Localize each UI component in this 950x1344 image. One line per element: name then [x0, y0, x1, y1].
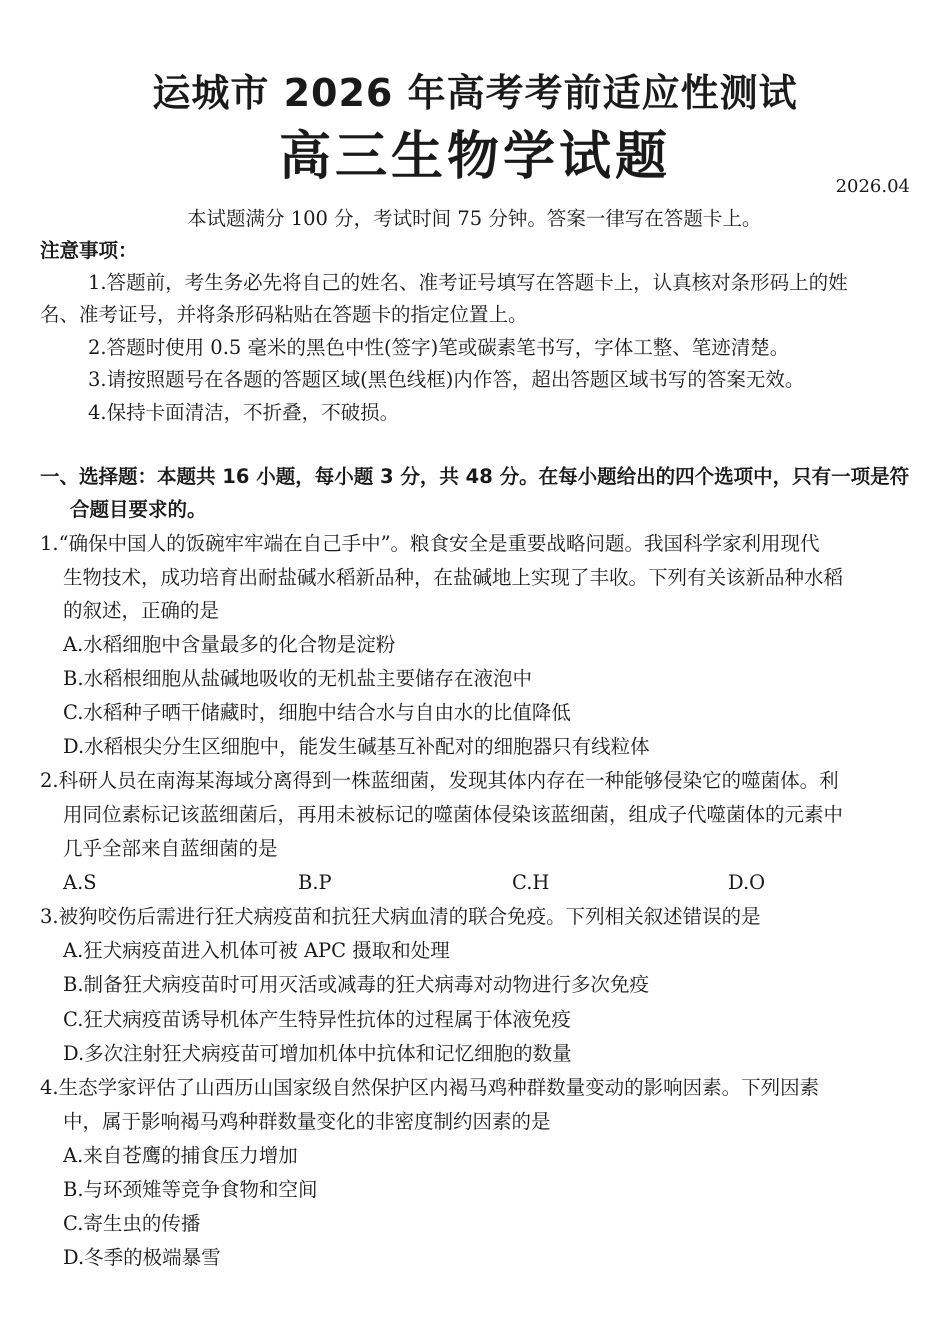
exam-intro: 本试题满分 100 分，考试时间 75 分钟。答案一律写在答题卡上。	[187, 207, 762, 230]
section-heading: 一、选择题：本题共 16 小题，每小题 3 分，共 48 分。在每小题给出的四个选项中，只有一项是符	[40, 465, 910, 488]
question-1-option-d: D.水稻根尖分生区细胞中，能发生碱基互补配对的细胞器只有线粒体	[63, 735, 650, 758]
question-2-option-b: B.P	[298, 871, 332, 894]
question-2-option-d: D.O	[728, 871, 766, 894]
question-1-option-c: C.水稻种子晒干储藏时，细胞中结合水与自由水的比值降低	[63, 701, 571, 724]
question-2-stem: 几乎全部来自蓝细菌的是	[63, 837, 278, 860]
question-2-option-c: C.H	[512, 871, 550, 894]
question-3-option-b: B.制备狂犬病疫苗时可用灭活或减毒的狂犬病毒对动物进行多次免疫	[63, 973, 650, 996]
question-1-stem: 生物技术，成功培育出耐盐碱水稻新品种，在盐碱地上实现了丰收。下列有关该新品种水稻	[63, 566, 844, 589]
question-1-option-a: A.水稻细胞中含量最多的化合物是淀粉	[63, 633, 396, 656]
notice-line: 2.答题时使用 0.5 毫米的黑色中性(签字)笔或碳素笔书写，字体工整、笔迹清楚。	[88, 336, 790, 359]
notice-line: 1.答题前，考生务必先将自己的姓名、准考证号填写在答题卡上，认真核对条形码上的姓	[88, 271, 848, 294]
question-2-option-a: A.S	[63, 871, 97, 894]
question-4-option-a: A.来自苍鹰的捕食压力增加	[63, 1144, 298, 1167]
question-4-option-b: B.与环颈雉等竞争食物和空间	[63, 1178, 318, 1201]
question-2-stem: 2.科研人员在南海某海域分离得到一株蓝细菌，发现其体内存在一种能够侵染它的噬菌体。利	[40, 769, 839, 792]
question-3-option-d: D.多次注射狂犬病疫苗可增加机体中抗体和记忆细胞的数量	[63, 1042, 572, 1065]
exam-title: 运城市 2026 年高考考前适应性测试	[152, 71, 798, 115]
question-3-option-c: C.狂犬病疫苗诱导机体产生特异性抗体的过程属于体液免疫	[63, 1008, 571, 1031]
question-1-option-b: B.水稻根细胞从盐碱地吸收的无机盐主要储存在液泡中	[63, 667, 533, 690]
question-3-option-a: A.狂犬病疫苗进入机体可被 APC 摄取和处理	[63, 939, 450, 962]
question-4-stem: 中，属于影响褐马鸡种群数量变化的非密度制约因素的是	[63, 1110, 551, 1133]
question-3-stem: 3.被狗咬伤后需进行狂犬病疫苗和抗狂犬病血清的联合免疫。下列相关叙述错误的是	[40, 905, 761, 928]
question-4-option-d: D.冬季的极端暴雪	[63, 1246, 221, 1269]
notice-heading: 注意事项：	[40, 239, 138, 262]
question-4-option-c: C.寄生虫的传播	[63, 1212, 201, 1235]
notice-line: 名、准考证号，并将条形码粘贴在答题卡的指定位置上。	[40, 303, 528, 326]
question-1-stem: 1.“确保中国人的饭碗牢牢端在自己手中”。粮食安全是重要战略问题。我国科学家利用现代	[40, 532, 820, 555]
notice-line: 3.请按照题号在各题的答题区域(黑色线框)内作答，超出答题区域书写的答案无效。	[88, 368, 805, 391]
subject-title: 高三生物学试题	[278, 127, 671, 187]
exam-date: 2026.04	[835, 176, 910, 197]
notice-line: 4.保持卡面清洁，不折叠，不破损。	[88, 401, 400, 424]
section-heading-cont: 合题目要求的。	[70, 498, 207, 521]
question-2-stem: 用同位素标记该蓝细菌后，再用未被标记的噬菌体侵染该蓝细菌，组成子代噬菌体的元素中	[63, 803, 844, 826]
question-4-stem: 4.生态学家评估了山西历山国家级自然保护区内褐马鸡种群数量变动的影响因素。下列因素	[40, 1076, 820, 1099]
question-1-stem: 的叙述，正确的是	[63, 599, 220, 622]
